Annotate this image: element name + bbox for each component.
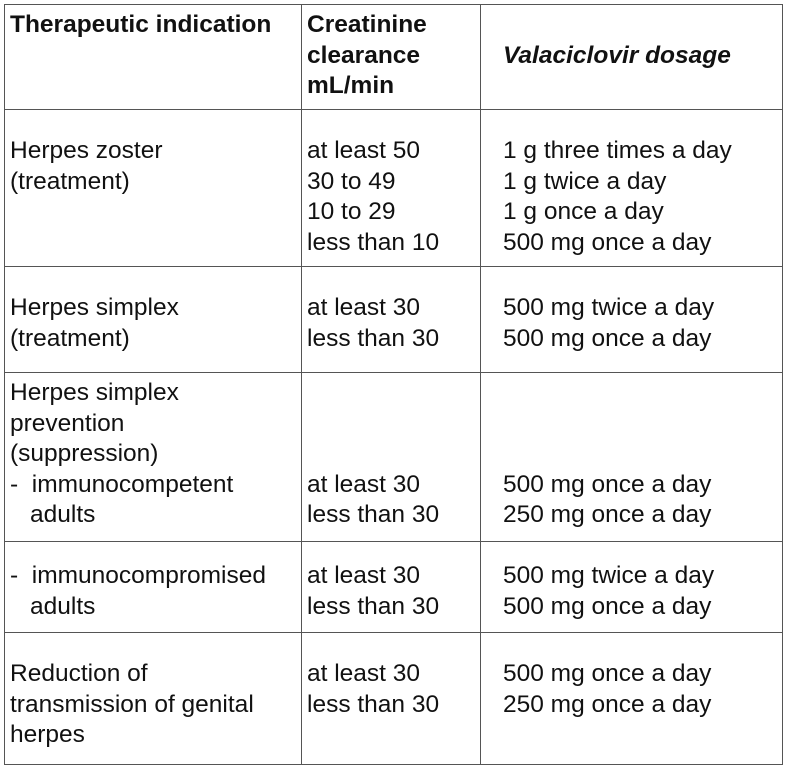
cell-line: 30 to 49 [307, 167, 396, 195]
dosage-cell [481, 373, 783, 542]
cell-line: at least 30 [307, 660, 421, 687]
cell-line: 500 mg once a day [503, 470, 712, 498]
indication-cell [5, 542, 302, 633]
clearance-cell [302, 633, 481, 765]
cell-line: herpes [10, 721, 85, 749]
cell-line: at least 50 [307, 137, 421, 164]
header-therapeutic-indication [5, 5, 302, 110]
header-cell-text: mL/min [307, 72, 395, 100]
cell-line: less than 30 [307, 592, 440, 620]
table-row [5, 110, 783, 267]
cell-spacer [307, 378, 480, 409]
dosage-cell [481, 633, 783, 765]
cell-line: (treatment) [10, 167, 130, 195]
indication-cell [5, 267, 302, 373]
cell-line: at least 30 [307, 562, 421, 589]
cell-spacer [503, 439, 782, 470]
cell-line: 1 g twice a day [503, 167, 667, 195]
cell-line: transmission of genital [10, 690, 254, 718]
table-row [5, 267, 783, 373]
cell-line: adults [30, 501, 96, 529]
cell-spacer [307, 439, 480, 470]
cell-line: 500 mg twice a day [503, 562, 715, 589]
cell-line: 1 g three times a day [503, 137, 732, 164]
cell-spacer [307, 409, 480, 440]
cell-line: Herpes simplex [10, 379, 179, 406]
dosage-cell [481, 110, 783, 267]
indication-cell [5, 110, 302, 267]
cell-line: 1 g once a day [503, 198, 664, 226]
cell-line: Reduction of [10, 660, 148, 687]
clearance-cell [302, 110, 481, 267]
clearance-cell [302, 373, 481, 542]
header-valaciclovir-dosage [481, 5, 783, 110]
header-cell-text: clearance [307, 41, 421, 69]
indication-cell [5, 633, 302, 765]
cell-line: less than 30 [307, 324, 440, 352]
cell-line: 500 mg once a day [503, 660, 712, 687]
cell-line: at least 30 [307, 470, 421, 498]
cell-line: (treatment) [10, 324, 130, 352]
table-row [5, 542, 783, 633]
cell-line: Herpes zoster [10, 137, 163, 164]
cell-line: 500 mg once a day [503, 592, 712, 620]
table-row [5, 633, 783, 765]
cell-line: 500 mg once a day [503, 228, 712, 256]
header-cell-text: Valaciclovir dosage [503, 42, 731, 69]
cell-line: at least 30 [307, 294, 421, 321]
table-header-row [5, 5, 783, 110]
header-cell-text: Creatinine [307, 11, 427, 38]
clearance-cell [302, 267, 481, 373]
table-row [5, 373, 783, 542]
cell-line: prevention [10, 409, 125, 437]
header-cell-text: Therapeutic indication [10, 11, 272, 38]
cell-spacer [503, 409, 782, 440]
dosage-cell [481, 542, 783, 633]
clearance-cell [302, 542, 481, 633]
indication-cell [5, 373, 302, 542]
cell-line: (suppression) [10, 440, 159, 468]
header-creatinine-clearance [302, 5, 481, 110]
cell-line: 10 to 29 [307, 198, 396, 226]
cell-line: less than 30 [307, 501, 440, 529]
cell-line: - immunocompetent [10, 470, 234, 498]
cell-line: Herpes simplex [10, 294, 179, 321]
cell-line: 500 mg twice a day [503, 294, 715, 321]
cell-line: 250 mg once a day [503, 501, 712, 529]
cell-line: less than 10 [307, 228, 440, 256]
dosage-table [4, 4, 783, 765]
cell-line: less than 30 [307, 690, 440, 718]
cell-line: adults [30, 592, 96, 620]
dosage-cell [481, 267, 783, 373]
cell-line: - immunocompromised [10, 562, 266, 589]
cell-line: 250 mg once a day [503, 690, 712, 718]
cell-line: 500 mg once a day [503, 324, 712, 352]
cell-spacer [503, 378, 782, 409]
